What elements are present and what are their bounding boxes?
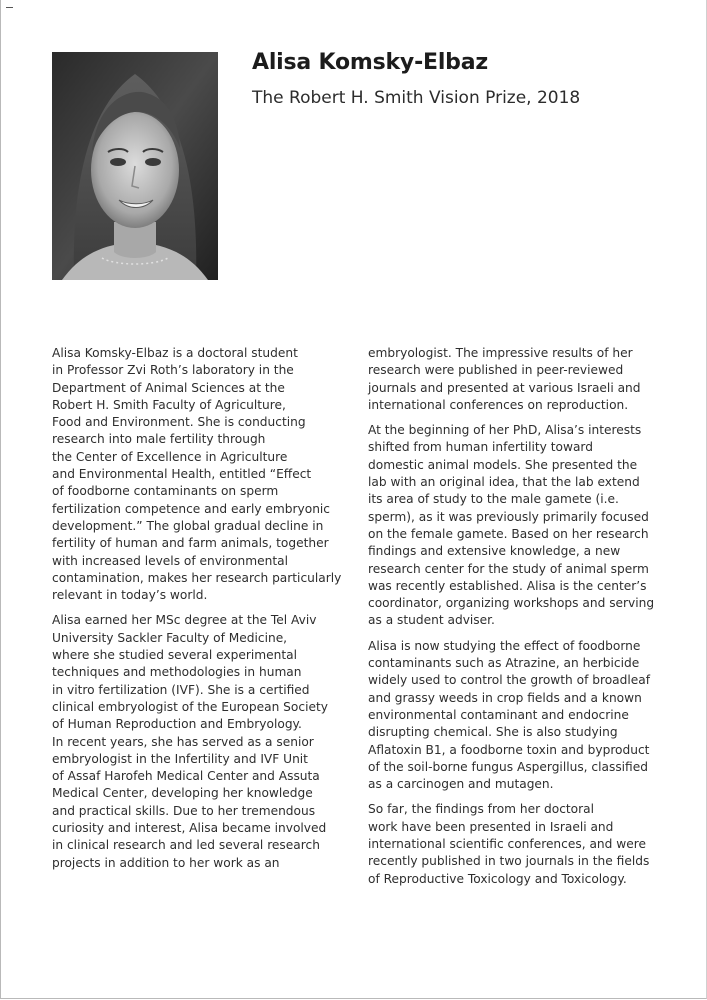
text-line: of the soil-borne fungus Aspergillus, classified xyxy=(368,759,648,774)
paragraph-spacer xyxy=(368,414,658,422)
text-line: widely used to control the growth of broadleaf xyxy=(368,673,651,688)
text-line: where she studied several experimental xyxy=(52,648,297,663)
paragraph-spacer xyxy=(52,604,342,612)
paragraph xyxy=(52,345,342,604)
text-line: in vitro fertilization (IVF). She is a certified xyxy=(52,682,310,697)
paragraph xyxy=(368,422,658,630)
text-line: Food and Environment. She is conducting xyxy=(52,415,306,430)
text-line: projects in addition to her work as an xyxy=(52,855,280,870)
text-line: Robert H. Smith Faculty of Agriculture, xyxy=(52,397,286,412)
text-line: findings and extensive knowledge, a new xyxy=(368,544,621,559)
text-line: as a carcinogen and mutagen. xyxy=(368,777,554,792)
text-line: of Assaf Harofeh Medical Center and Assuta xyxy=(52,769,320,784)
text-line: lab with an original idea, that the lab extend xyxy=(368,475,640,490)
text-line: Alisa earned her MSc degree at the Tel Aviv xyxy=(52,613,317,628)
text-line: contaminants such as Atrazine, an herbicide xyxy=(368,656,640,671)
text-line: techniques and methodologies in human xyxy=(52,665,302,680)
text-line: as a student adviser. xyxy=(368,613,495,628)
text-line: fertilization competence and early embryonic xyxy=(52,501,331,516)
text-line: research center for the study of animal sperm xyxy=(368,561,649,576)
text-line: with increased levels of environmental xyxy=(52,553,289,568)
text-line: domestic animal models. She presented the xyxy=(368,457,638,472)
portrait-photo xyxy=(52,52,218,280)
person-name: Alisa Komsky-Elbaz xyxy=(252,50,488,75)
text-line: embryologist in the Infertility and IVF Unit xyxy=(52,751,308,766)
text-line: coordinator, organizing workshops and serving xyxy=(368,596,655,611)
text-line: embryologist. The impressive results of her xyxy=(368,346,633,360)
text-line: recently published in two journals in the fields xyxy=(368,854,650,869)
text-line: Medical Center, developing her knowledge xyxy=(52,786,313,801)
text-line: was recently established. Alisa is the center’s xyxy=(368,578,647,593)
paragraph-spacer xyxy=(368,630,658,638)
text-line: At the beginning of her PhD, Alisa’s interests xyxy=(368,423,642,438)
prize-title: The Robert H. Smith Vision Prize, 2018 xyxy=(252,88,581,108)
text-line: research into male fertility through xyxy=(52,432,266,447)
text-line: work have been presented in Israeli and xyxy=(368,819,614,834)
text-line: contamination, makes her research particularly xyxy=(52,570,342,585)
text-line: environmental contaminant and endocrine xyxy=(368,707,629,722)
text-line: relevant in today’s world. xyxy=(52,588,208,603)
paragraph xyxy=(52,612,342,871)
paragraph-spacer xyxy=(368,793,658,801)
text-line: sperm), as it was previously primarily focused xyxy=(368,509,649,524)
text-line: curiosity and interest, Alisa became involved xyxy=(52,821,327,836)
text-line: research were published in peer-reviewed xyxy=(368,363,624,378)
text-line: Aflatoxin B1, a foodborne toxin and byproduct xyxy=(368,742,650,757)
text-line: development.” The global gradual decline in xyxy=(52,518,324,533)
text-line: international conferences on reproduction. xyxy=(368,397,629,412)
paragraph xyxy=(368,801,658,887)
text-line: its area of study to the male gamete (i.e. xyxy=(368,492,619,507)
text-line: fertility of human and farm animals, together xyxy=(52,536,329,551)
text-line: shifted from human infertility toward xyxy=(368,440,593,455)
text-line: in Professor Zvi Roth’s laboratory in the xyxy=(52,363,294,378)
text-line: Alisa Komsky-Elbaz is a doctoral student xyxy=(52,346,298,360)
corner-mark xyxy=(6,7,13,8)
paragraph xyxy=(368,638,658,794)
paragraph xyxy=(368,345,658,414)
text-line: Department of Animal Sciences at the xyxy=(52,380,285,395)
text-line: journals and presented at various Israeli and xyxy=(368,380,641,395)
text-line: disrupting chemical. She is also studying xyxy=(368,725,618,740)
text-line: and practical skills. Due to her tremendous xyxy=(52,803,316,818)
text-line: of foodborne contaminants on sperm xyxy=(52,484,279,499)
text-line: In recent years, she has served as a senior xyxy=(52,734,314,749)
text-line: Alisa is now studying the effect of foodborne xyxy=(368,638,641,653)
right-text-column xyxy=(368,345,658,888)
text-line: the Center of Excellence in Agriculture xyxy=(52,449,288,464)
text-line: University Sackler Faculty of Medicine, xyxy=(52,630,288,645)
text-line: on the female gamete. Based on her research xyxy=(368,526,649,541)
text-line: So far, the findings from her doctoral xyxy=(368,802,595,817)
left-text-column xyxy=(52,345,342,872)
portrait-illustration xyxy=(52,52,218,280)
text-line: and grassy weeds in crop fields and a known xyxy=(368,690,642,705)
text-line: international scientific conferences, and were xyxy=(368,837,646,852)
text-line: of Reproductive Toxicology and Toxicology. xyxy=(368,871,627,886)
text-line: in clinical research and led several research xyxy=(52,838,320,853)
text-line: of Human Reproduction and Embryology. xyxy=(52,717,302,732)
text-line: and Environmental Health, entitled “Effect xyxy=(52,467,312,482)
text-line: clinical embryologist of the European Society xyxy=(52,699,328,714)
